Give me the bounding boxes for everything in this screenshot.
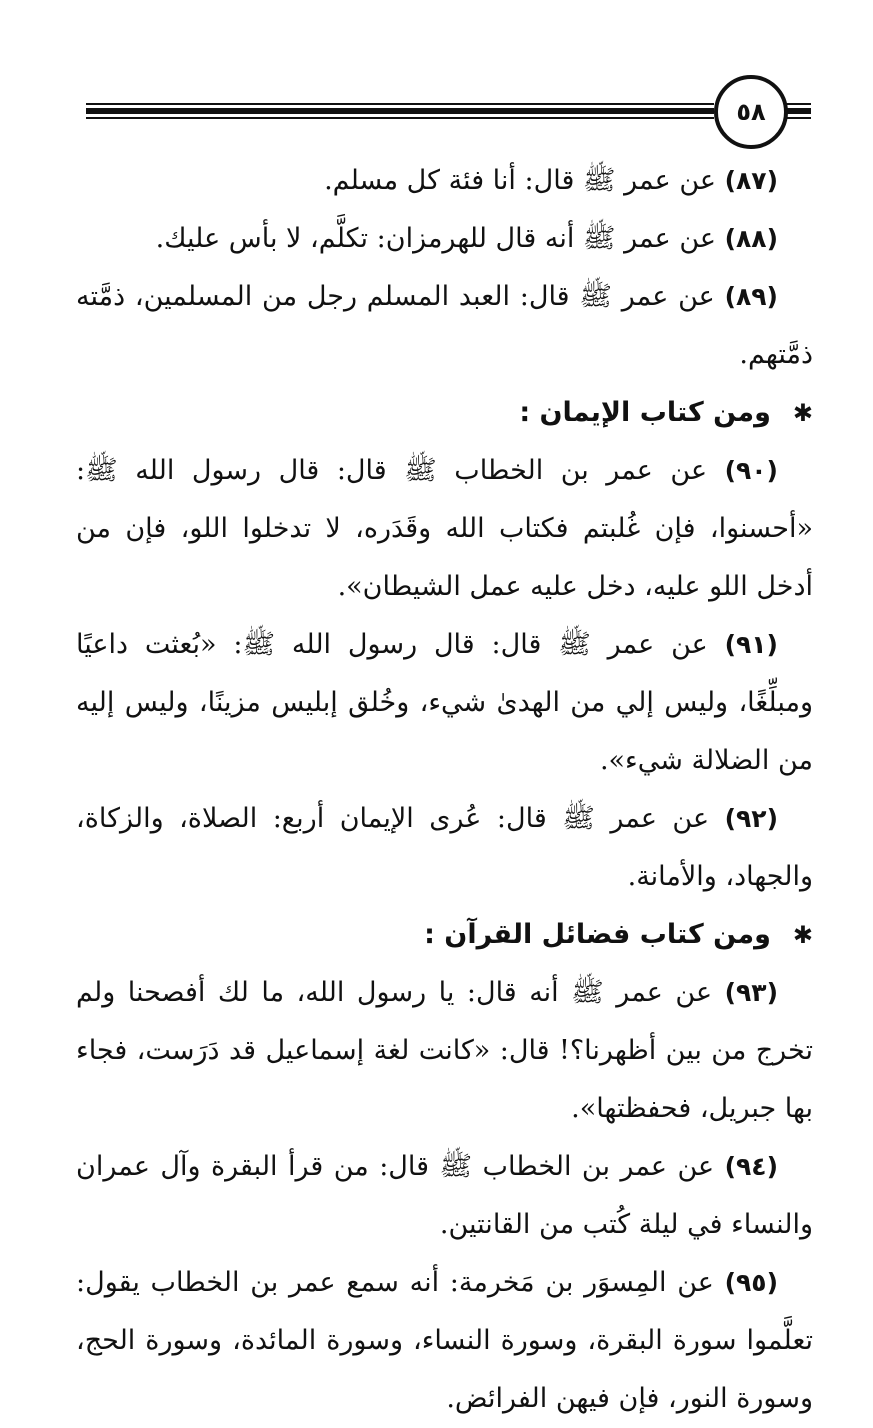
header-rule-thick: [86, 108, 714, 114]
page-body: [76, 152, 813, 1428]
hadith-91: [76, 616, 813, 790]
hadith-text: عن عمر ﷺ أنه قال: يا رسول الله، ما لك أفصحنا ولم تخرج من بين أظهرنا؟! قال: «كانت لغة إسماعيل قد دَرَست، فجاء بها جبريل، فحفظتها».: [76, 977, 813, 1124]
hadith-text: عن عمر ﷺ قال: عُرى الإيمان أربع: الصلاة، والزكاة، والجهاد، والأمانة.: [76, 803, 813, 892]
header-rule-thin-bottom: [86, 117, 714, 119]
header-rule-right-bottom: [786, 117, 811, 119]
hadith-text: عن عمر بن الخطاب ﷺ قال: من قرأ البقرة وآل عمران والنساء في ليلة كُتب من القانتين.: [76, 1151, 813, 1240]
hadith-number: (٩٠): [724, 456, 778, 485]
hadith-number: (٩٣): [724, 978, 778, 1007]
section-title: ومن كتاب فضائل القرآن :: [424, 919, 771, 950]
hadith-text: عن عمر ﷺ قال: قال رسول الله ﷺ: «بُعثت داعيًا ومبلِّغًا، وليس إلي من الهدىٰ شيء، وخُلق إبليس مزينًا، وليس إليه من الضلالة شيء».: [76, 629, 813, 776]
section-title: ومن كتاب الإيمان :: [519, 397, 771, 428]
hadith-text: عن عمر ﷺ قال: أنا فئة كل مسلم.: [324, 165, 716, 196]
header-rule-thin-top: [86, 103, 714, 105]
asterisk-icon: ✱: [792, 921, 813, 949]
page-header: [86, 75, 811, 145]
header-rule-right-top: [786, 103, 811, 105]
hadith-number: (٩٥): [724, 1268, 778, 1297]
hadith-number: (٨٩): [724, 282, 778, 311]
hadith-text: عن المِسوَر بن مَخرمة: أنه سمع عمر بن الخطاب يقول: تعلَّموا سورة البقرة، وسورة النساء، وسورة المائدة، وسورة الحج، وسورة النور، فإن فيهن الفرائض.: [76, 1267, 813, 1414]
asterisk-icon: ✱: [792, 399, 813, 427]
hadith-number: (٨٧): [724, 166, 778, 195]
section-heading-quran: [76, 906, 813, 964]
hadith-89: [76, 268, 813, 384]
hadith-number: (٨٨): [724, 224, 778, 253]
hadith-text: عن عمر ﷺ قال: العبد المسلم رجل من المسلمين، ذمَّته ذمَّتهم.: [76, 281, 813, 370]
header-rule-right-thick: [786, 108, 811, 114]
page-number: ٥٨: [714, 75, 788, 149]
hadith-93: [76, 964, 813, 1138]
hadith-92: [76, 790, 813, 906]
hadith-88: [76, 210, 813, 268]
hadith-87: [76, 152, 813, 210]
hadith-90: [76, 442, 813, 616]
hadith-number: (٩٢): [724, 804, 778, 833]
hadith-95: [76, 1254, 813, 1428]
hadith-number: (٩٤): [724, 1152, 778, 1181]
section-heading-iman: [76, 384, 813, 442]
hadith-94: [76, 1138, 813, 1254]
hadith-text: عن عمر ﷺ أنه قال للهرمزان: تكلَّم، لا بأس عليك.: [155, 223, 716, 254]
hadith-text: عن عمر بن الخطاب ﷺ قال: قال رسول الله ﷺ: «أحسنوا، فإن غُلبتم فكتاب الله وقَدَره، لا تدخلوا اللو، فإن من أدخل اللو عليه، دخل عليه عمل الشيطان».: [76, 455, 813, 602]
hadith-number: (٩١): [724, 630, 778, 659]
